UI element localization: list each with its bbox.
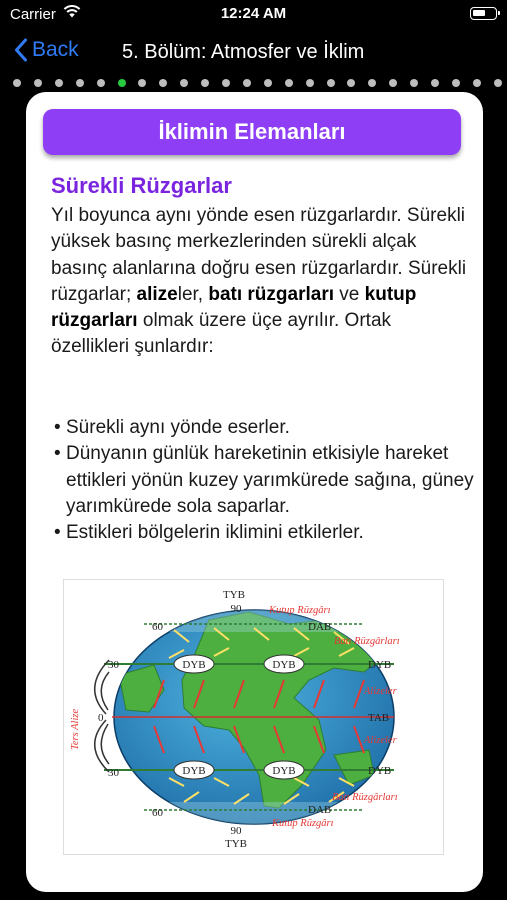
page-dot[interactable] [76, 79, 84, 87]
back-label: Back [32, 38, 79, 61]
alizeler-label-top: Alizeler [364, 686, 397, 697]
paragraph-text: ve [334, 283, 365, 305]
battery-icon [470, 7, 497, 20]
page-dot[interactable] [368, 79, 376, 87]
list-item [54, 520, 484, 546]
paragraph-text: Yıl boyunca aynı yönde esen rüzgarlardır. Sürekli yüksek basınç merkezlerinden sürekli alçak basınç alanlarına doğru esen rüzgarlardır. Sürekli rüzgarlar; [51, 205, 467, 305]
page-dot[interactable] [327, 79, 335, 87]
status-bar [0, 0, 507, 30]
kutup-label-bottom: Kutup Rüzgârı [272, 818, 334, 829]
dyb-label: DYB [272, 659, 296, 671]
paragraph-text: ler, [177, 283, 209, 305]
page-dot[interactable] [410, 79, 418, 87]
clock: 12:24 AM [220, 5, 287, 22]
page-dot[interactable] [431, 79, 439, 87]
lat-90-bottom: 90 [230, 825, 242, 837]
bullet-text: Dünyanın günlük hareketinin etkisiyle hareket ettikleri yönün kuzey yarımkürede sağına, güney yarımkürede sola saparlar. [66, 443, 474, 517]
alizeler-label-bottom: Alizeler [364, 735, 397, 746]
dab-label-top: DAB [308, 621, 332, 633]
dyb-label: DYB [272, 765, 296, 777]
bullet-text: Sürekli aynı yönde eserler. [66, 417, 290, 438]
kutup-label-top: Kutup Rüzgârı [269, 605, 331, 616]
page-dot[interactable] [264, 79, 272, 87]
page-dot[interactable] [306, 79, 314, 87]
dab-label-bottom: DAB [308, 804, 332, 816]
navigation-bar [0, 34, 507, 74]
content-card [26, 92, 483, 892]
page-dot[interactable] [159, 79, 167, 87]
lat-30-bottom: 30 [108, 767, 119, 779]
bullet-icon: • [54, 417, 61, 438]
bullet-icon: • [54, 522, 61, 544]
page-dot[interactable] [201, 79, 209, 87]
bullet-icon: • [54, 443, 61, 465]
lat-0: 0 [98, 712, 104, 724]
lat-30-top: 30 [108, 659, 119, 671]
bold-term-kutup: kutup rüzgarları [51, 283, 417, 332]
wind-diagram [64, 580, 443, 854]
page-dot[interactable] [34, 79, 42, 87]
dyb-label-right-bottom: DYB [368, 765, 392, 777]
tyb-label-bottom: TYB [225, 838, 247, 850]
bati-label-bottom: Batı Rüzgârları [332, 792, 398, 803]
page-dot[interactable] [347, 79, 355, 87]
page-dot[interactable] [138, 79, 146, 87]
page-dot[interactable] [494, 79, 502, 87]
dyb-label: DYB [182, 765, 206, 777]
lat-90-top: 90 [230, 603, 242, 615]
ters-alize-label: Ters Alize [70, 708, 81, 750]
bati-label-top: Batı Rüzgârları [334, 636, 400, 647]
page-dot[interactable] [13, 79, 21, 87]
lat-60-bottom: 60 [152, 807, 163, 819]
page-dot[interactable] [55, 79, 63, 87]
card-header: İklimin Elemanları [43, 109, 461, 155]
tyb-label-top: TYB [223, 589, 245, 601]
list-item [54, 441, 484, 520]
dyb-label-right-top: DYB [368, 659, 392, 671]
page-dot[interactable] [118, 79, 126, 87]
bullet-list [54, 415, 484, 546]
lat-60-top: 60 [152, 621, 163, 633]
page-dot[interactable] [285, 79, 293, 87]
page-dot[interactable] [243, 79, 251, 87]
tab-label: TAB [368, 712, 390, 724]
page-dot[interactable] [222, 79, 230, 87]
page-dot[interactable] [473, 79, 481, 87]
page-dot[interactable] [97, 79, 105, 87]
paragraph-text: olmak üzere üçe ayrılır. Ortak özellikleri şunlardır: [51, 310, 392, 358]
page-dot[interactable] [452, 79, 460, 87]
dyb-label: DYB [182, 659, 206, 671]
page-title: 5. Bölüm: Atmosfer ve İklim [122, 41, 365, 63]
bullet-text: Estikleri bölgelerin iklimini etkilerler. [66, 522, 364, 544]
page-indicator [0, 79, 507, 89]
back-button[interactable] [14, 38, 79, 62]
bold-term-bati: batı rüzgarları [208, 283, 335, 305]
bold-term-alize: alize [136, 283, 178, 305]
body-paragraph [51, 203, 471, 361]
list-item [54, 415, 484, 441]
page-dot[interactable] [180, 79, 188, 87]
chevron-left-icon [14, 38, 28, 62]
carrier-label: Carrier [10, 6, 56, 23]
section-title: Sürekli Rüzgarlar [51, 173, 232, 198]
page-dot[interactable] [389, 79, 397, 87]
